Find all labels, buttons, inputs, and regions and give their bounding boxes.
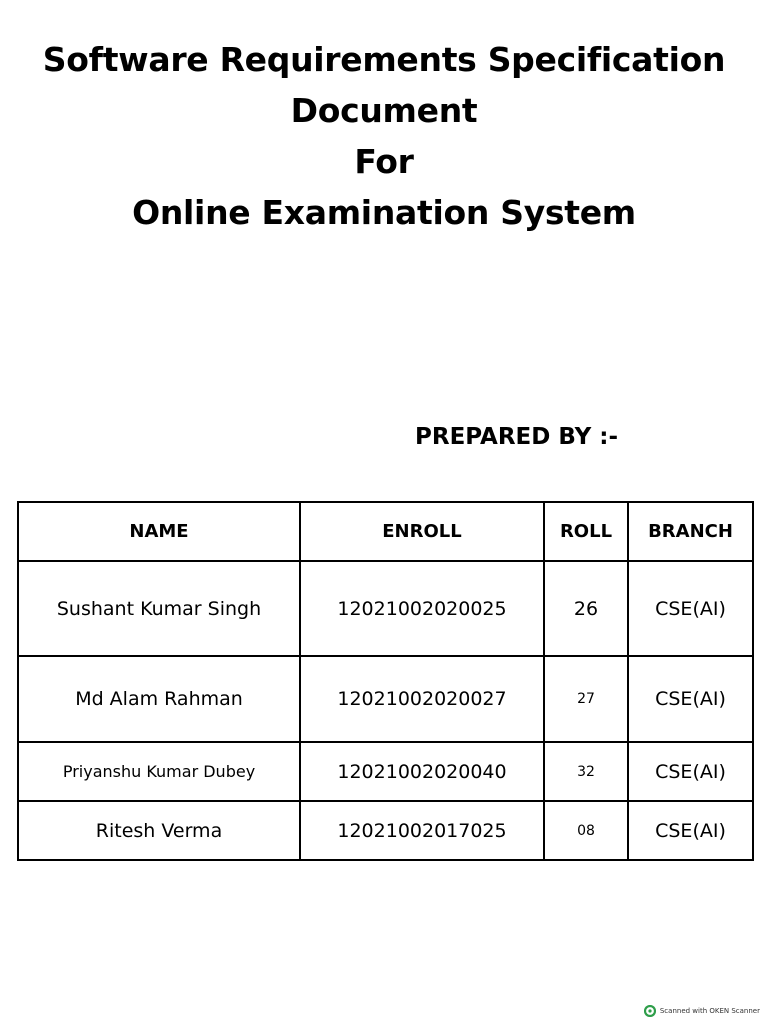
- cell-roll: 32: [544, 742, 628, 801]
- table-row: [18, 656, 753, 742]
- cell-branch: CSE(AI): [628, 656, 753, 742]
- cell-enroll: 12021002020025: [300, 561, 544, 656]
- table-header-row: [18, 502, 753, 561]
- watermark-text: Scanned with OKEN Scanner: [659, 1007, 760, 1015]
- scanner-watermark: [644, 1005, 760, 1017]
- cell-name: Md Alam Rahman: [18, 656, 300, 742]
- cell-name: Priyanshu Kumar Dubey: [18, 742, 300, 801]
- table-row: [18, 742, 753, 801]
- header-enroll: ENROLL: [300, 502, 544, 561]
- table-row: [18, 801, 753, 860]
- cell-branch: CSE(AI): [628, 742, 753, 801]
- title-line-1: Software Requirements Specification: [42, 40, 726, 79]
- cell-roll: 26: [544, 561, 628, 656]
- title-line-2: Document: [290, 91, 478, 130]
- header-roll: ROLL: [544, 502, 628, 561]
- cell-branch: CSE(AI): [628, 561, 753, 656]
- prepared-by-label: PREPARED BY :-: [415, 424, 619, 450]
- title-line-4: Online Examination System: [132, 193, 636, 232]
- cell-enroll: 12021002020027: [300, 656, 544, 742]
- scanner-logo-icon: [644, 1005, 656, 1017]
- cell-name: Sushant Kumar Singh: [18, 561, 300, 656]
- cell-enroll: 12021002017025: [300, 801, 544, 860]
- title-line-3: For: [354, 142, 414, 181]
- members-table: [17, 501, 754, 861]
- document-title: [0, 34, 768, 238]
- header-branch: BRANCH: [628, 502, 753, 561]
- cell-roll: 08: [544, 801, 628, 860]
- cell-branch: CSE(AI): [628, 801, 753, 860]
- table-row: [18, 561, 753, 656]
- cell-roll: 27: [544, 656, 628, 742]
- header-name: NAME: [18, 502, 300, 561]
- cell-name: Ritesh Verma: [18, 801, 300, 860]
- cell-enroll: 12021002020040: [300, 742, 544, 801]
